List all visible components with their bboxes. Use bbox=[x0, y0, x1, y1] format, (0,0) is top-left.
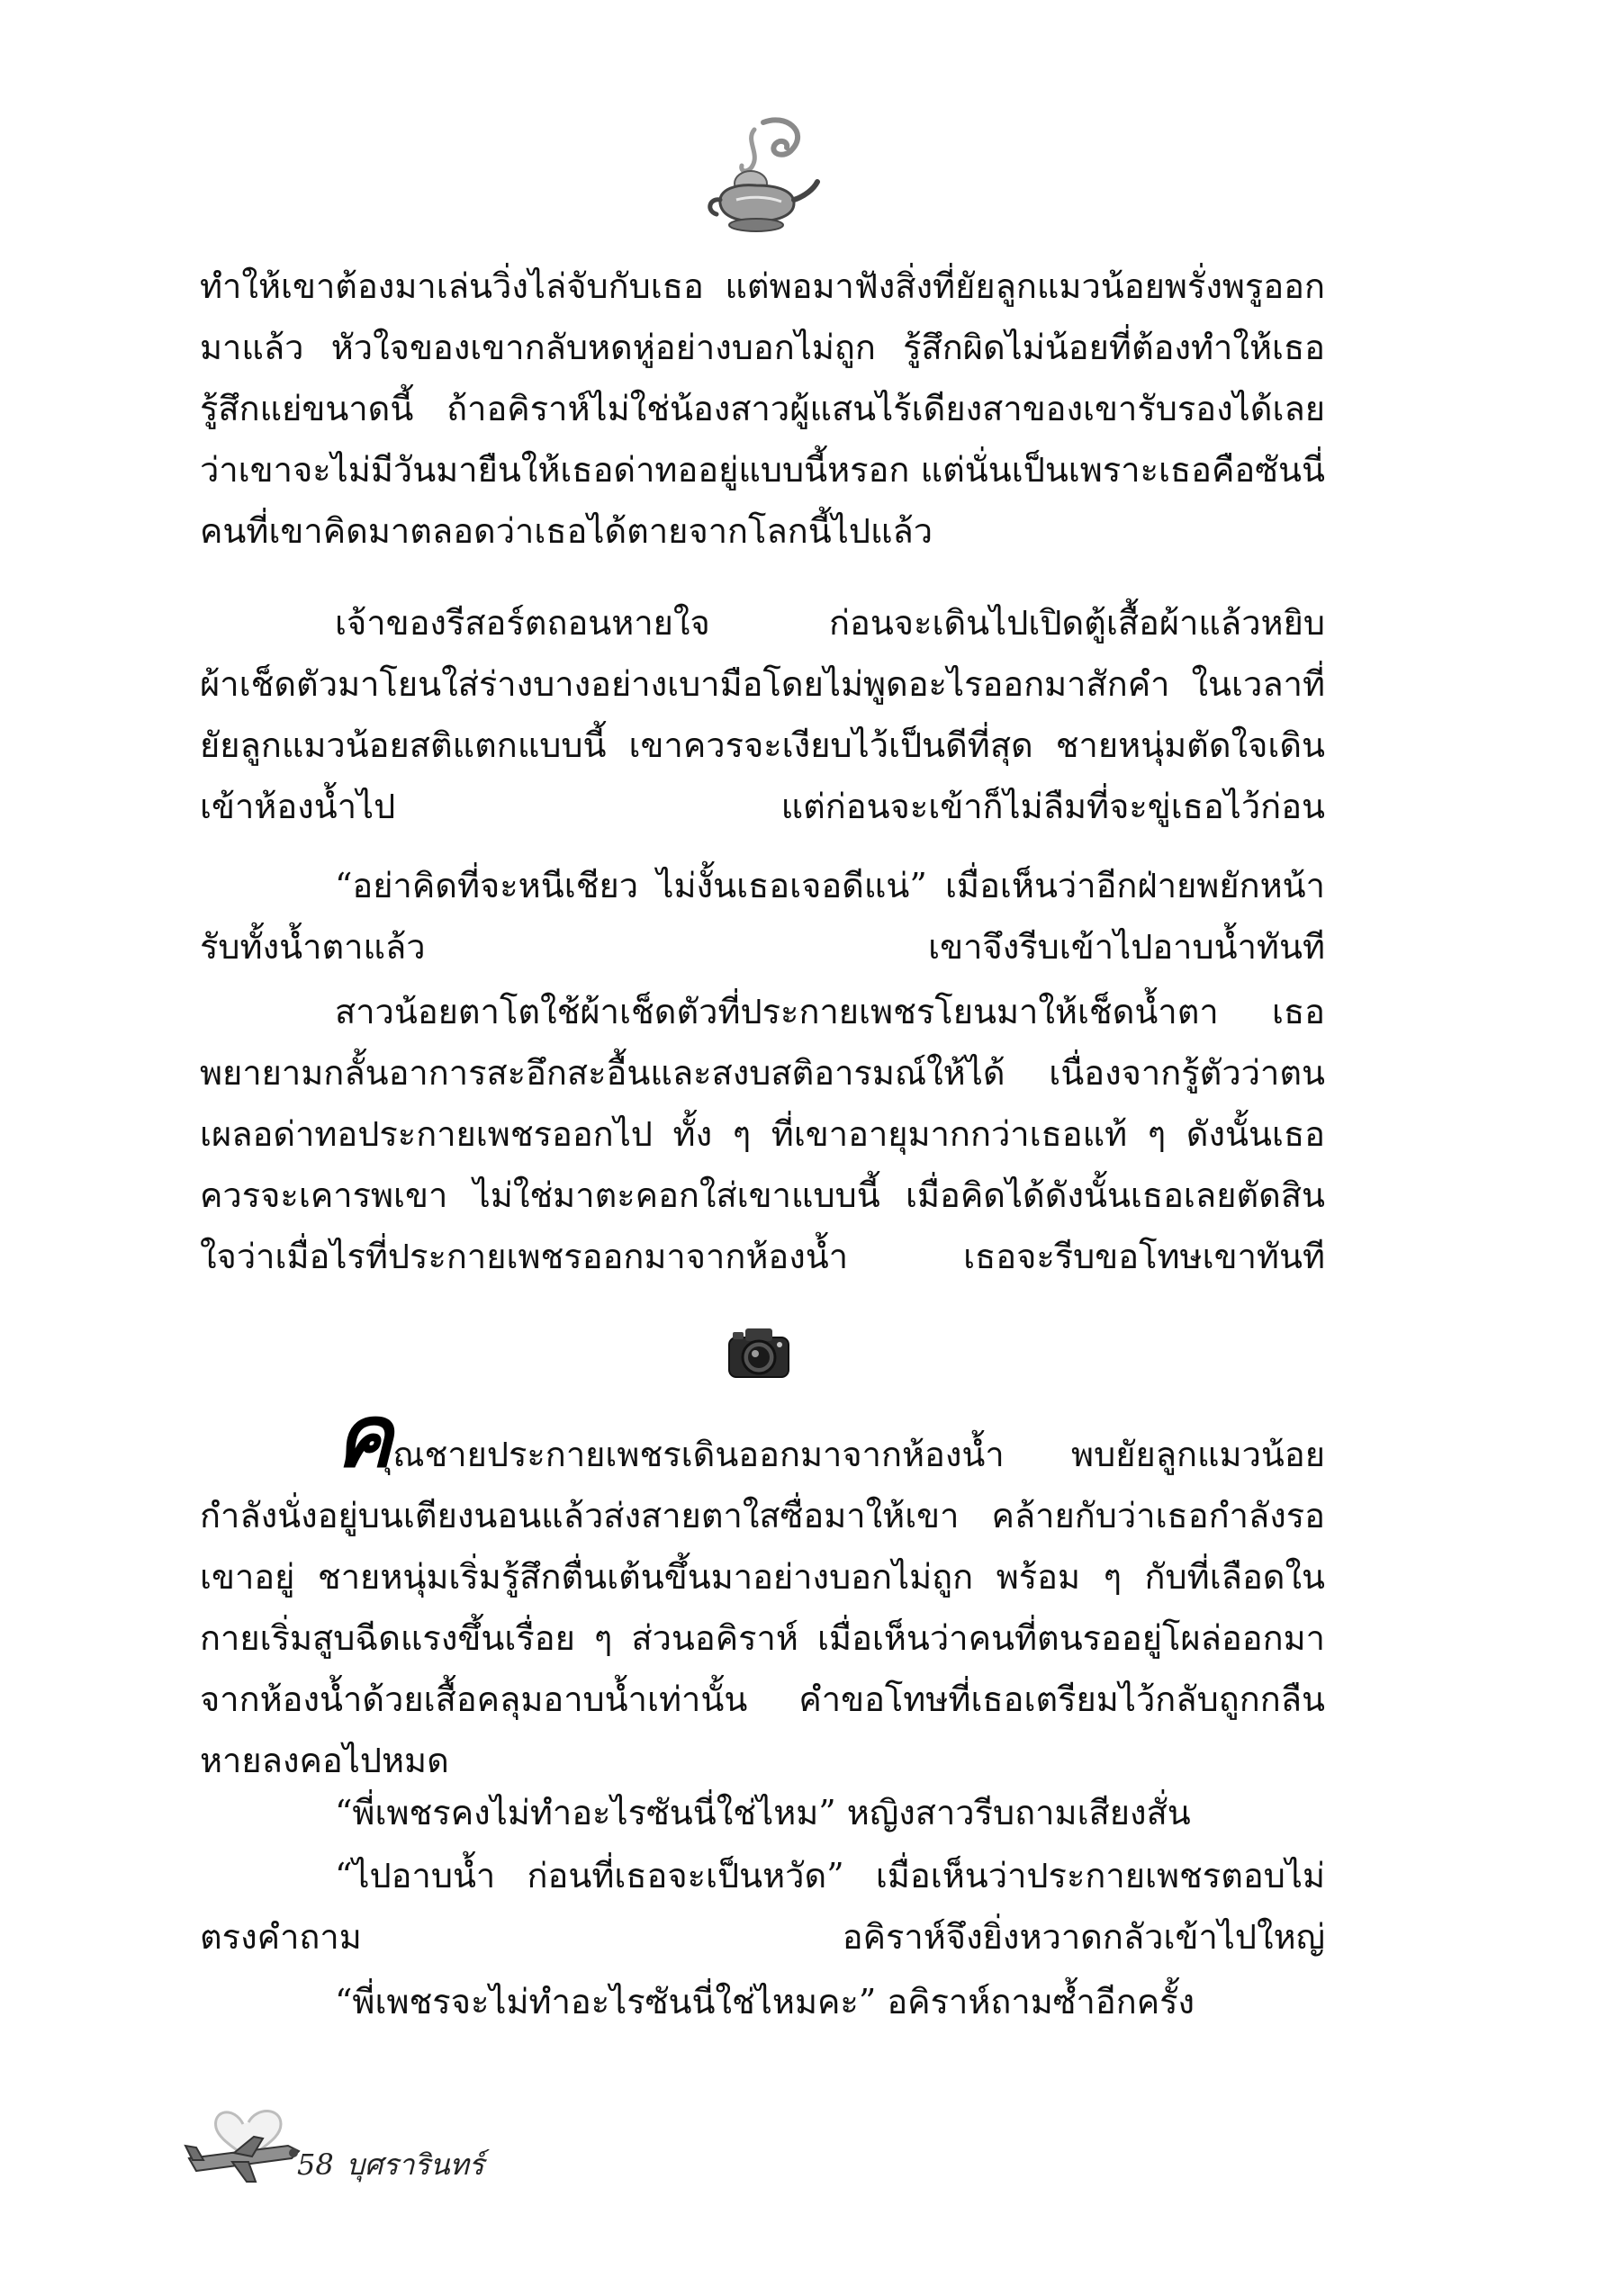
paragraph-6: “พี่เพชรคงไม่ทำอะไรซันนี่ใช่ไหม” หญิงสาวรีบถามเสียงสั่น bbox=[335, 1793, 1191, 1832]
drop-cap-letter: ค bbox=[335, 1386, 393, 1487]
author-name: บุศรารินทร์ bbox=[346, 2147, 484, 2182]
paragraph-8: “พี่เพชรจะไม่ทำอะไรซันนี่ใช่ไหมคะ” อคิราห์ถามซ้ำอีกครั้ง bbox=[335, 1982, 1195, 2021]
paragraph-5 bbox=[200, 1386, 1325, 1791]
page-footer bbox=[297, 2142, 497, 2188]
paragraph-1: ทำให้เขาต้องมาเล่นวิ่งไล่จับกับเธอ แต่พอมาฟังสิ่งที่ยัยลูกแมวน้อยพรั่งพรูออกมาแล้ว หัวใจของเขากลับหดหู่อย่างบอกไม่ถูก รู้สึกผิดไม่น้อยที่ต้องทำให้เธอรู้สึกแย่ขนาดนี้ ถ้าอคิราห์ไม่ใช่น้องสาวผู้แสนไร้เดียงสาของเขารับรองได้เลยว่าเขาจะไม่มีวันมายืนให้เธอด่าทออยู่แบบนี้หรอก แต่นั่นเป็นเพราะเธอคือซันนี่ คนที่เขาคิดมาตลอดว่าเธอได้ตายจากโลกนี้ไปแล้ว bbox=[200, 266, 1325, 551]
paragraph-3: “อย่าคิดที่จะหนีเชียว ไม่งั้นเธอเจอดีแน่” เมื่อเห็นว่าอีกฝ่ายพยักหน้ารับทั้งน้ำตาแล้ว เขาจึงรีบเข้าไปอาบน้ำทันที bbox=[200, 866, 1325, 967]
paragraph-5-text: ุณชายประกายเพชรเดินออกมาจากห้องน้ำ พบยัยลูกแมวน้อยกำลังนั่งอยู่บนเตียงนอนแล้วส่งสายตาใสซื่อมาให้เขา คล้ายกับว่าเธอกำลังรอเขาอยู่ ชายหนุ่มเริ่มรู้สึกตื่นเต้นขึ้นมาอย่างบอกไม่ถูก พร้อม ๆ กับที่เลือดในกายเริ่มสูบฉีดแรงขึ้นเรื่อย ๆ ส่วนอคิราห์ เมื่อเห็นว่าคนที่ตนรออยู่โผล่ออกมาจากห้องน้ำด้วยเสื้อคลุมอาบน้ำเท่านั้น คำขอโทษที่เธอเตรียมไว้กลับถูกกลืนหายลงคอไปหมด bbox=[200, 1435, 1325, 1780]
paragraph-7: “ไปอาบน้ำ ก่อนที่เธอจะเป็นหวัด” เมื่อเห็นว่าประกายเพชรตอบไม่ตรงคำถาม อคิราห์จึงยิ่งหวาดกลัวเข้าไปใหญ่ bbox=[200, 1856, 1325, 1957]
camera-icon bbox=[726, 1325, 792, 1381]
paragraph-4: สาวน้อยตาโตใช้ผ้าเช็ดตัวที่ประกายเพชรโยนมาให้เช็ดน้ำตา เธอพยายามกลั้นอาการสะอึกสะอื้นและสงบสติอารมณ์ให้ได้ เนื่องจากรู้ตัวว่าตนเผลอด่าทอประกายเพชรออกไป ทั้ง ๆ ที่เขาอายุมากกว่าเธอแท้ ๆ ดังนั้นเธอควรจะเคารพเขา ไม่ใช่มาตะคอกใส่เขาแบบนี้ เมื่อคิดได้ดังนั้นเธอเลยตัดสินใจว่าเมื่อไรที่ประกายเพชรออกมาจากห้องน้ำ เธอจะรีบขอโทษเขาทันที bbox=[200, 992, 1325, 1276]
airplane-heart-ornament-icon bbox=[180, 2088, 315, 2196]
page-number: 58 bbox=[297, 2147, 334, 2182]
paragraph-2: เจ้าของรีสอร์ตถอนหายใจ ก่อนจะเดินไปเปิดตู้เสื้อผ้าแล้วหยิบผ้าเช็ดตัวมาโยนใส่ร่างบางอย่างเบามือโดยไม่พูดอะไรออกมาสักคำ ในเวลาที่ยัยลูกแมวน้อยสติแตกแบบนี้ เขาควรจะเงียบไว้เป็นดีที่สุด ชายหนุ่มตัดใจเดินเข้าห้องน้ำไป แต่ก่อนจะเข้าก็ไม่ลืมที่จะขู่เธอไว้ก่อน bbox=[200, 603, 1325, 826]
teapot-genie-ornament-icon bbox=[700, 113, 821, 245]
